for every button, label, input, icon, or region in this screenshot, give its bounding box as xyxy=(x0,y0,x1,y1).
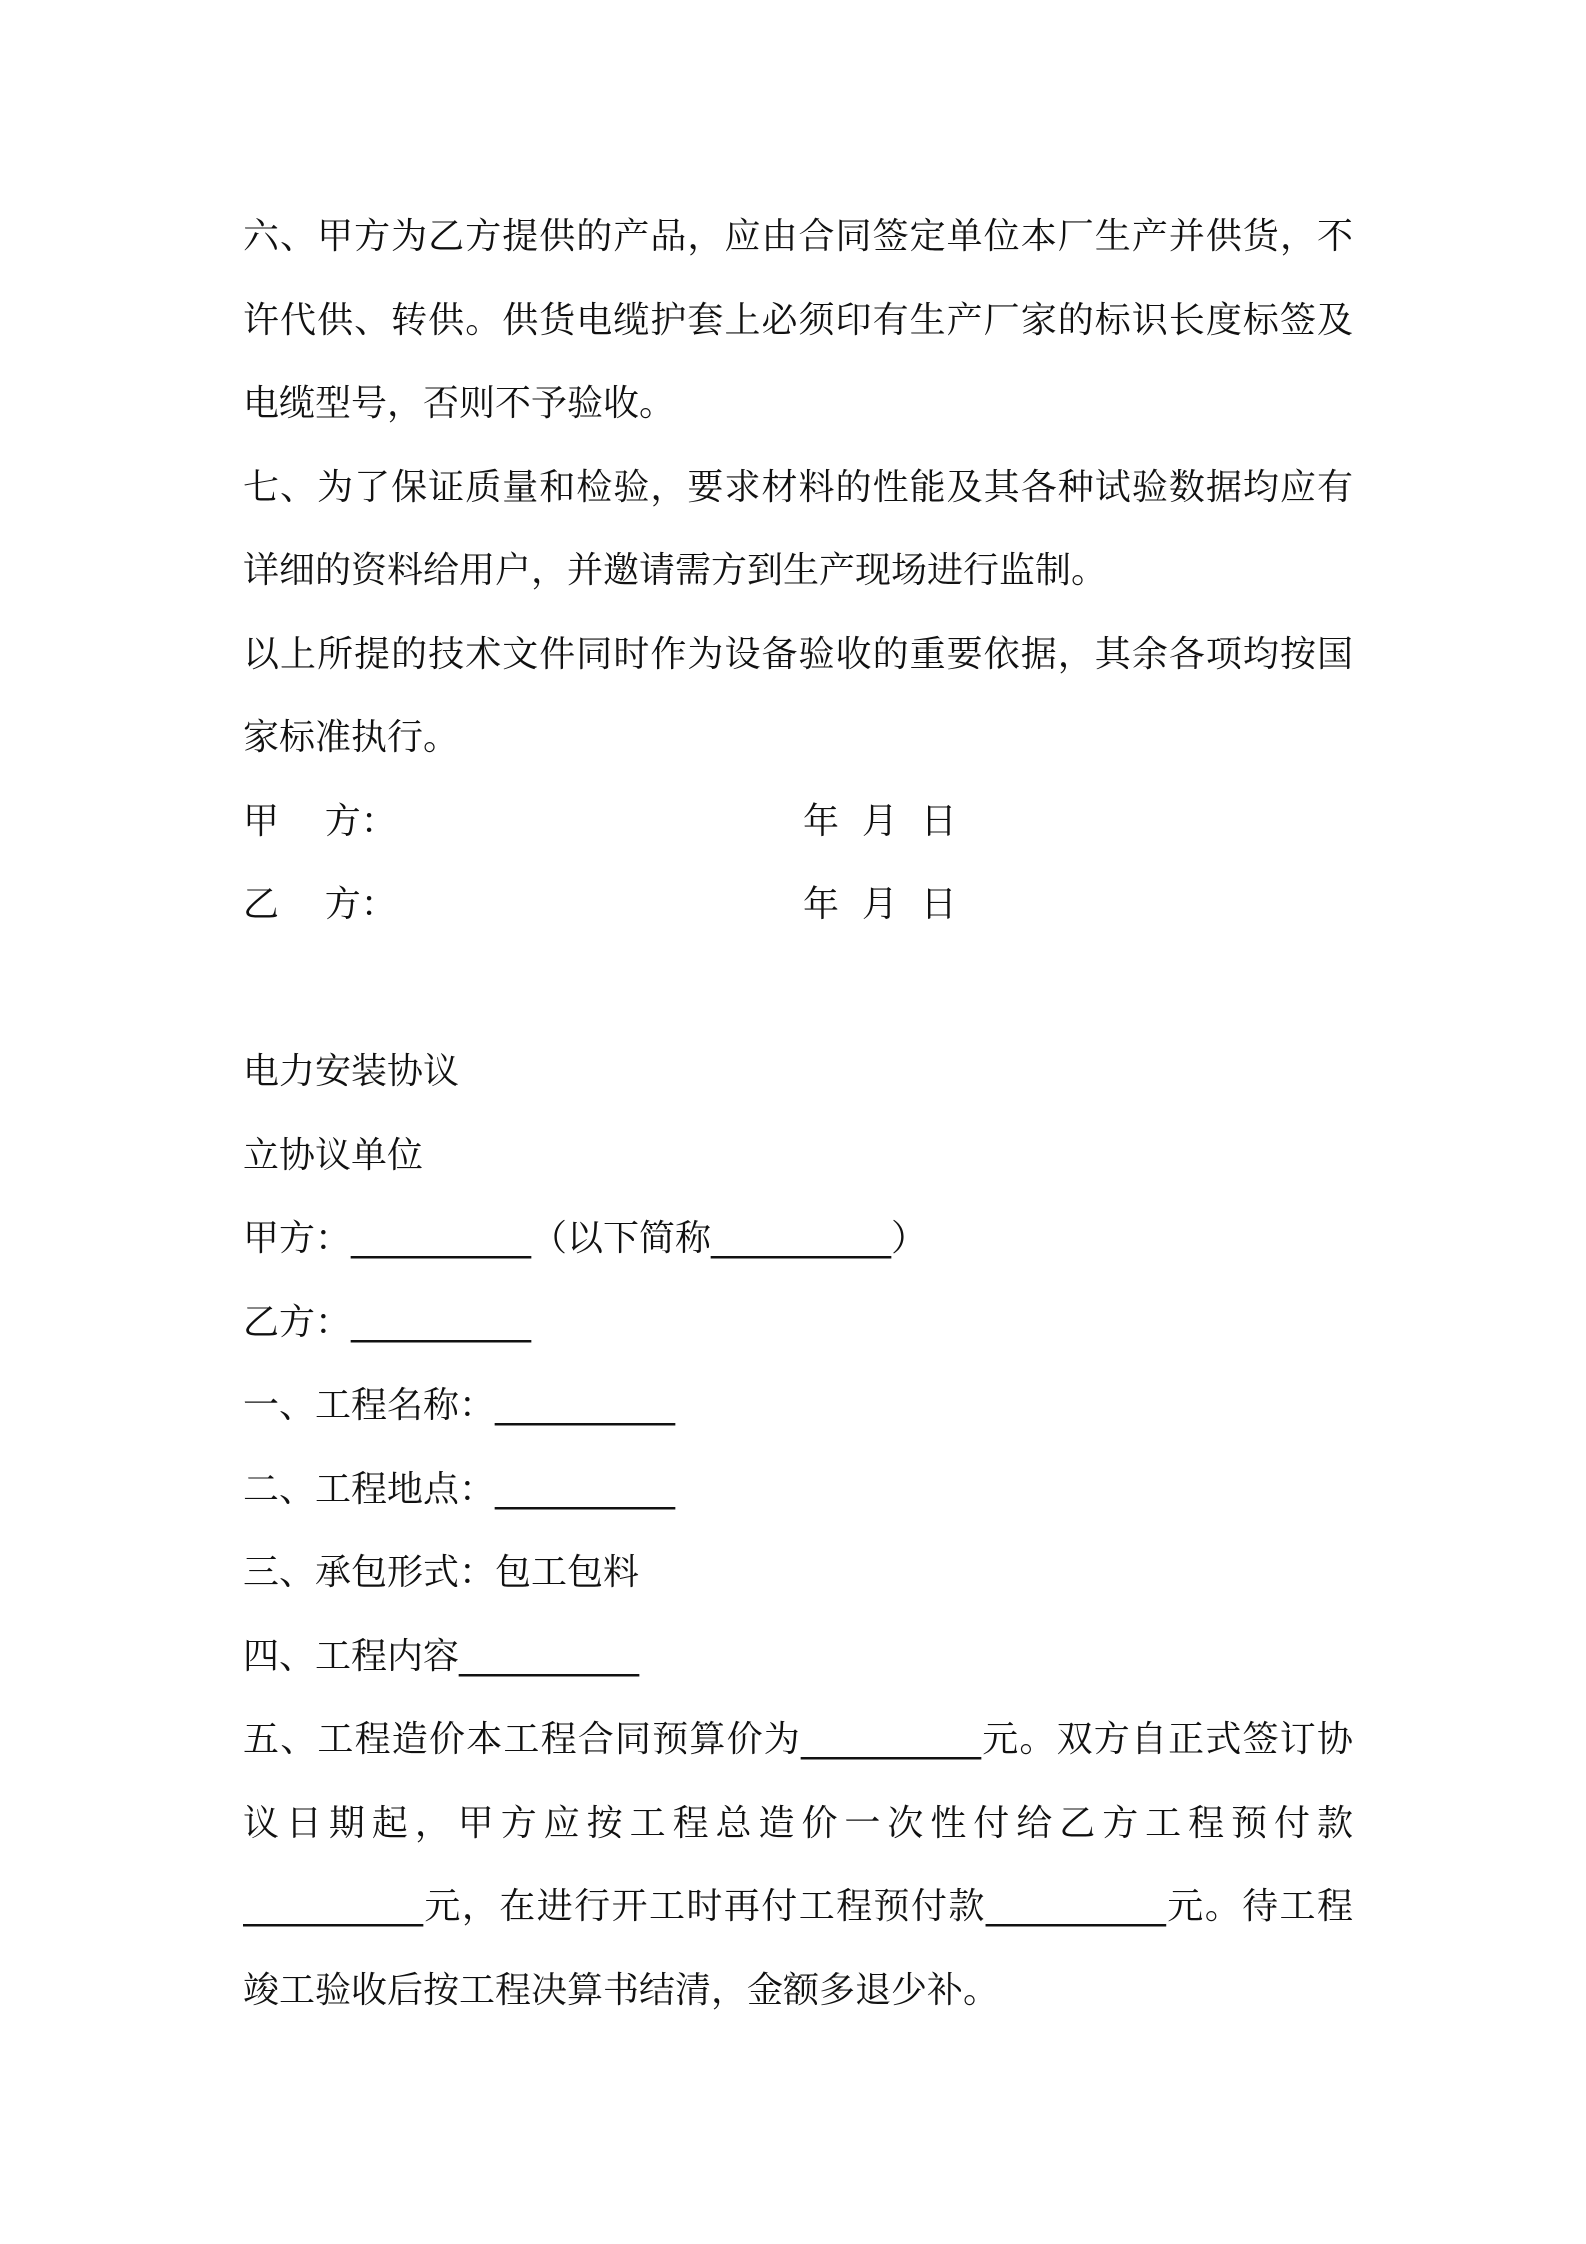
party-a-label: 甲 方： xyxy=(243,800,397,842)
agreement-subtitle: 立协议单位 xyxy=(243,1134,424,1176)
agreement-item-5-line-1: 五、工程造价本工程合同预算价为__________元。双方自正式签订协 xyxy=(243,1719,1353,1760)
agreement-party-a: 甲方：__________（以下简称__________） xyxy=(243,1218,928,1259)
agreement-item-5-line-2: 议日期起，甲方应按工程总造价一次性付给乙方工程预付款 xyxy=(243,1802,1353,1844)
agreement-item-5-line-4: 竣工验收后按工程决算书结清，金额多退少补。 xyxy=(243,1969,1000,2011)
section-six-line-3: 电缆型号，否则不予验收。 xyxy=(243,383,676,424)
agreement-item-5-line-3: __________元，在进行开工时再付工程预付款__________元。待工程 xyxy=(243,1886,1353,1927)
agreement-party-b: 乙方：__________ xyxy=(243,1301,532,1343)
closing-line-2: 家标准执行。 xyxy=(243,717,460,758)
document-body xyxy=(243,195,1353,2032)
agreement-item-2: 二、工程地点：__________ xyxy=(243,1468,676,1510)
agreement-item-3: 三、承包形式：包工包料 xyxy=(243,1552,640,1593)
closing-line-1: 以上所提的技术文件同时作为设备验收的重要依据，其余各项均按国 xyxy=(243,633,1353,675)
section-six-line-2: 许代供、转供。供货电缆护套上必须印有生产厂家的标识长度标签及 xyxy=(243,299,1353,341)
section-seven-line-2: 详细的资料给用户，并邀请需方到生产现场进行监制。 xyxy=(243,550,1108,591)
section-six-line-1: 六、甲方为乙方提供的产品，应由合同签定单位本厂生产并供货，不 xyxy=(243,216,1353,257)
party-b-signature-row xyxy=(243,863,1353,947)
party-b-date: 年 月 日 xyxy=(803,884,957,925)
party-a-signature-row xyxy=(243,780,1353,864)
section-seven-line-1: 七、为了保证质量和检验，要求材料的性能及其各种试验数据均应有 xyxy=(243,466,1353,508)
party-a-date: 年 月 日 xyxy=(803,800,957,842)
agreement-item-4: 四、工程内容__________ xyxy=(243,1635,640,1677)
agreement-item-1: 一、工程名称：__________ xyxy=(243,1385,676,1426)
party-b-label: 乙 方： xyxy=(243,884,397,925)
blank-spacer xyxy=(243,947,1353,1031)
agreement-title: 电力安装协议 xyxy=(243,1051,460,1092)
